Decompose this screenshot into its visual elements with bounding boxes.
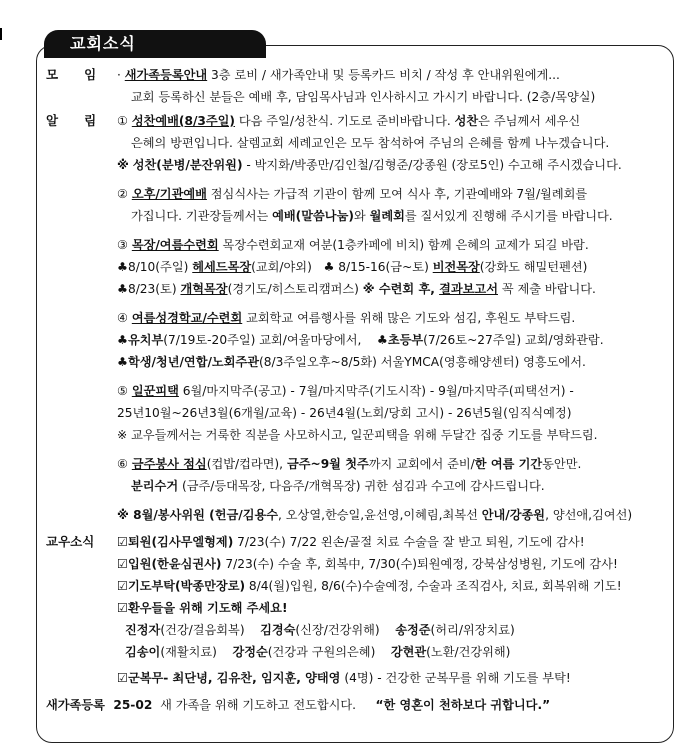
notice-6: ⑥ 금주봉사 점심(컵밥/컵라면), 금주~9월 첫주까지 교회에서 준비/한 여름 기간동안만. 분리수거 (금주/등대목장, 다음주/개혁목장) 귀한 섬김과 수고에 감사드립니다. [117,457,582,493]
notice-4: ④ 여름성경학교/수련회 교회학교 여름행사를 위해 많은 기도와 섬김, 후원도 부탁드림. ♣유치부(7/19토-20주일) 교회/여울마당에서, ♣초등부(7/26토~27주일) 교회/영화관람. ♣학생/청년/연합/노회주관(8/3주일오후~8/5화) 서울YMCA(영흥해양센터) 영흥도에서. [117,311,604,369]
section-title-text: 교회소식 [70,34,136,53]
club-icon: ♣ [117,260,128,274]
newfamily-line: 새가족등록 25-02 새 가족을 위해 기도하고 전도합시다. “한 영혼이 천하보다 귀합니다.” [46,698,551,712]
service-members: ※ 8월/봉사위원 (헌금/김용수, 오상열,한승일,윤선영,이혜림,최복선 안내/강종원, 양선애,김여선) [117,508,633,522]
notice-5: ⑤ 일꾼피택 6월/마지막주(공고) - 7월/마지막주(기도시작) - 9월/마지막주(피택선거) - 25년10월~26년3월(6개월/교육) - 26년4월(노회/당회 고시) - 26년5월(임직식예정) ※ 교우들께서는 거룩한 직분을 사모하시고, 일꾼피택을 위해 두달간 집중 기도를 부탁드림. [117,384,598,442]
patients-row-2: 김송이(재활치료) 강정순(건강과 구원의은혜) 강현관(노환/건강위해) [125,645,511,659]
section-newfamily [46,694,668,716]
notice-1: ① 성찬예배(8/3주일) 다음 주일/성찬식. 기도로 준비바랍니다. 성찬은 주님께서 세우신 은혜의 방편입니다. 살렘교회 세례교인은 모두 참석하여 주님의 은혜를 함께 나누겠습니다. ※ 성찬(분병/분잔위원) - 박지화/박종만/김인철/김형준/강종원 (장로5인) 수고해 주시겠습니다. [117,114,622,172]
club-icon: ♣ [117,355,128,369]
gyowoo-body: ☑퇴원(김사무엘형제) 7/23(수) 7/22 왼손/골절 치료 수술을 잘 받고 퇴원, 기도에 감사! ☑입원(한윤심권사) 7/23(수) 수술 후, 회복中, 7/30(수)퇴원예정, 강북삼성병원, 기도에 감사! ☑기도부탁(박종만장로) 8/4(월)입원, 8/6(수)수술예정, 수술과 조직검사, 치료, 회복위해 기도! ☑환우들을 위해 기도해 주세요! 진정자(건강/걸음회복) 김경숙(신장/건강위해) 송정준(허리/위장치료) 김송이(재활치료) 강정순(건강과 구원의은혜) 강현관(노환/건강위해) ☑군복무- 최단녕, 김유찬, 임지훈, 양태영 (4명) - 건강한 군복무를 위해 기도를 부탁! [117,531,668,689]
club-icon: ♣ [117,333,128,347]
checkbox-icon: ☑ [117,579,128,593]
checkbox-icon: ☑ [117,601,128,615]
label-moim: 모 임 [46,67,97,82]
section-title [44,30,266,58]
checkbox-icon: ☑ [117,557,128,571]
club-icon: ♣ [323,260,335,274]
notice-3: ③ 목장/여름수련회 목장수련회교재 여분(1층카페에 비치) 함께 은혜의 교제가 되길 바람. ♣8/10(주일) 헤세드목장(교회/야외) ♣ 8/15-16(금~토) 비전목장(강화도 해밀턴펜션) ♣8/23(토) 개혁목장(경기도/히스토리캠퍼스) ※ 수련회 후, 결과보고서 꼭 제출 바랍니다. [117,238,596,296]
patients-row-1: 진정자(건강/걸음회복) 김경숙(신장/건강위해) 송정준(허리/위장치료) [125,623,515,637]
corner-mark [0,28,2,40]
notice-2: ② 오후/기관예배 점심식사는 가급적 기관이 함께 모여 식사 후, 기관예배와 7월/월례회를 가집니다. 기관장들께서는 예배(말씀나눔)와 월례회를 질서있게 진행해 주시기를 바랍니다. [117,187,613,223]
alrim-body [117,110,668,533]
label-gyowoo: 교우소식 [46,534,95,549]
club-icon: ♣ [376,333,388,347]
moim-line-1: · 새가족등록안내 3층 로비 / 새가족안내 및 등록카드 비치 / 작성 후 안내위원에게... [117,68,560,82]
moim-body [117,64,668,108]
checkbox-icon: ☑ [117,671,128,685]
label-alrim: 알 림 [46,113,97,128]
club-icon: ♣ [117,282,128,296]
checkbox-icon: ☑ [117,535,128,549]
moim-line-2: 교회 등록하신 분들은 예배 후, 담임목사님과 인사하시고 가시기 바랍니다. (2층/목양실) [131,90,596,104]
